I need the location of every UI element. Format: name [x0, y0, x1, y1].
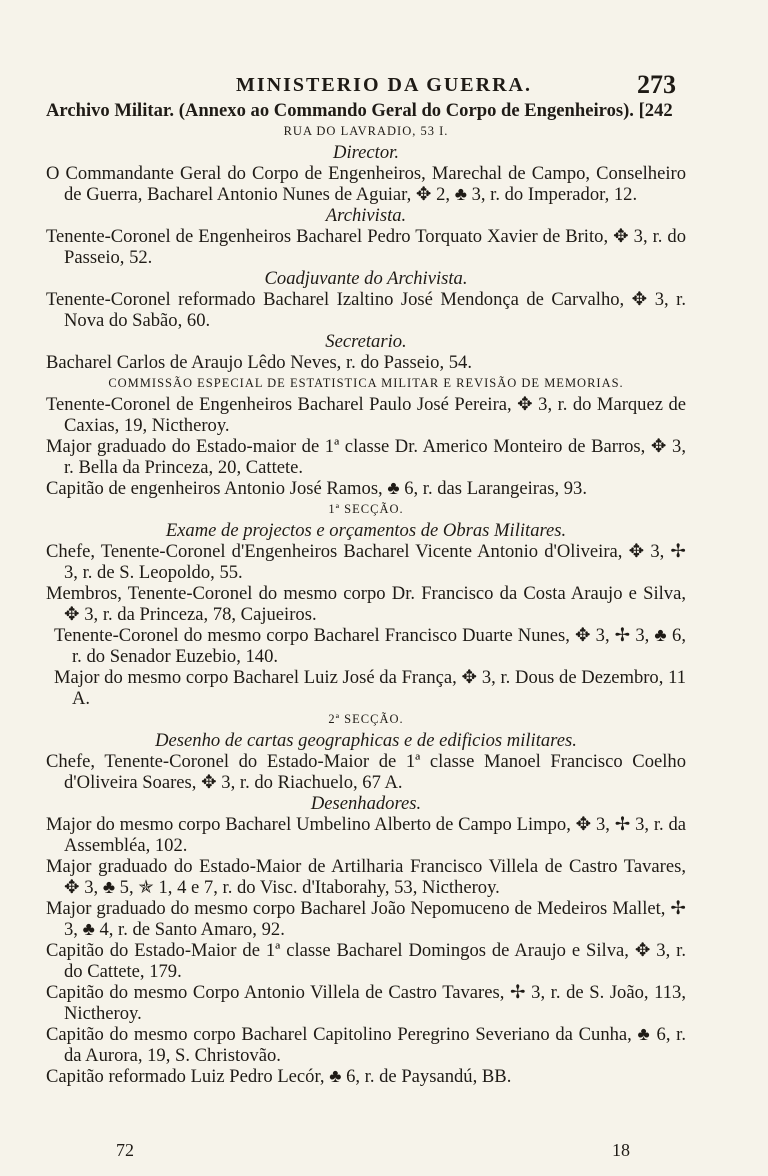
role-heading: Desenhadores. [310, 793, 422, 814]
role-heading: Director. [333, 142, 399, 163]
running-title: MINISTERIO DA GUERRA. [236, 74, 532, 96]
section-subject-heading: Exame de projectos e orçamentos de Obras Militares. [165, 520, 567, 541]
directory-entry: Major do mesmo corpo Bacharel Umbelino Alberto de Campo Limpo, ✥ 3, ✢ 3, r. da Assembléa, 102. [46, 814, 686, 856]
commission-heading: COMMISSÃO ESPECIAL DE ESTATISTICA MILITAR E REVISÃO DE MEMORIAS. [108, 376, 624, 390]
directory-entry: Major graduado do Estado-Maior de Artilharia Francisco Villela de Castro Tavares, ✥ 3, ♣ 5, ✯ 1, 4 e 7, r. do Visc. d'Itaborahy, 53, Nictheroy. [46, 856, 686, 898]
directory-entry: Chefe, Tenente-Coronel d'Engenheiros Bacharel Vicente Antonio d'Oliveira, ✥ 3, ✢ 3, r. de S. Leopoldo, 55. [46, 541, 686, 583]
directory-entry: Capitão de engenheiros Antonio José Ramos, ♣ 6, r. das Larangeiras, 93. [46, 478, 587, 499]
directory-entry: Capitão do Estado-Maior de 1ª classe Bacharel Domingos de Araujo e Silva, ✥ 3, r. do Cattete, 179. [46, 940, 686, 982]
directory-entry: Capitão do mesmo Corpo Antonio Villela de Castro Tavares, ✢ 3, r. de S. João, 113, Nictheroy. [46, 982, 686, 1024]
section-number-heading: 1ª SECÇÃO. [328, 502, 404, 516]
directory-listing [46, 100, 686, 1087]
section-number-heading: 2ª SECÇÃO. [328, 712, 404, 726]
directory-entry: Tenente-Coronel de Engenheiros Bacharel Pedro Torquato Xavier de Brito, ✥ 3, r. do Passeio, 52. [46, 226, 686, 268]
directory-entry: Membros, Tenente-Coronel do mesmo corpo Dr. Francisco da Costa Araujo e Silva, ✥ 3, r. da Princeza, 78, Cajueiros. [46, 583, 686, 625]
role-heading: Coadjuvante do Archivista. [264, 268, 468, 289]
directory-entry: Chefe, Tenente-Coronel do Estado-Maior de 1ª classe Manoel Francisco Coelho d'Oliveira Soares, ✥ 3, r. do Riachuelo, 67 A. [46, 751, 686, 793]
directory-entry: Tenente-Coronel reformado Bacharel Izaltino José Mendonça de Carvalho, ✥ 3, r. Nova do Sabão, 60. [46, 289, 686, 331]
role-heading: Archivista. [325, 205, 407, 226]
directory-entry: Capitão do mesmo corpo Bacharel Capitolino Peregrino Severiano da Cunha, ♣ 6, r. da Aurora, 19, S. Christovão. [46, 1024, 686, 1066]
role-heading: Secretario. [325, 331, 407, 352]
page-number: 273 [637, 70, 676, 99]
directory-entry: O Commandante Geral do Corpo de Engenheiros, Marechal de Campo, Conselheiro de Guerra, Bacharel Antonio Nunes de Aguiar, ✥ 2, ♣ 3, r. do Imperador, 12. [46, 163, 686, 205]
page-footer [0, 1140, 768, 1164]
address-line: RUA DO LAVRADIO, 53 I. [283, 124, 449, 138]
directory-entry: Capitão reformado Luiz Pedro Lecór, ♣ 6, r. de Paysandú, BB. [46, 1066, 512, 1087]
section-subject-heading: Desenho de cartas geographicas e de edificios militares. [155, 730, 577, 751]
directory-entry: Bacharel Carlos de Araujo Lêdo Neves, r. do Passeio, 54. [46, 352, 473, 373]
directory-entry: Tenente-Coronel do mesmo corpo Bacharel Francisco Duarte Nunes, ✥ 3, ✢ 3, ♣ 6, r. do Senador Euzebio, 140. [54, 625, 686, 667]
signature-left: 72 [116, 1140, 134, 1160]
directory-entry: Tenente-Coronel de Engenheiros Bacharel Paulo José Pereira, ✥ 3, r. do Marquez de Caxias, 19, Nictheroy. [46, 394, 686, 436]
section-title: Archivo Militar. (Annexo ao Commando Geral do Corpo de Engenheiros). [242 [46, 100, 673, 121]
directory-entry: Major do mesmo corpo Bacharel Luiz José da França, ✥ 3, r. Dous de Dezembro, 11 A. [54, 667, 686, 709]
directory-entry: Major graduado do Estado-maior de 1ª classe Dr. Americo Monteiro de Barros, ✥ 3, r. Bella da Princeza, 20, Cattete. [46, 436, 686, 478]
directory-entry: Major graduado do mesmo corpo Bacharel João Nepomuceno de Medeiros Mallet, ✢ 3, ♣ 4, r. de Santo Amaro, 92. [46, 898, 686, 940]
signature-right: 18 [612, 1140, 630, 1160]
